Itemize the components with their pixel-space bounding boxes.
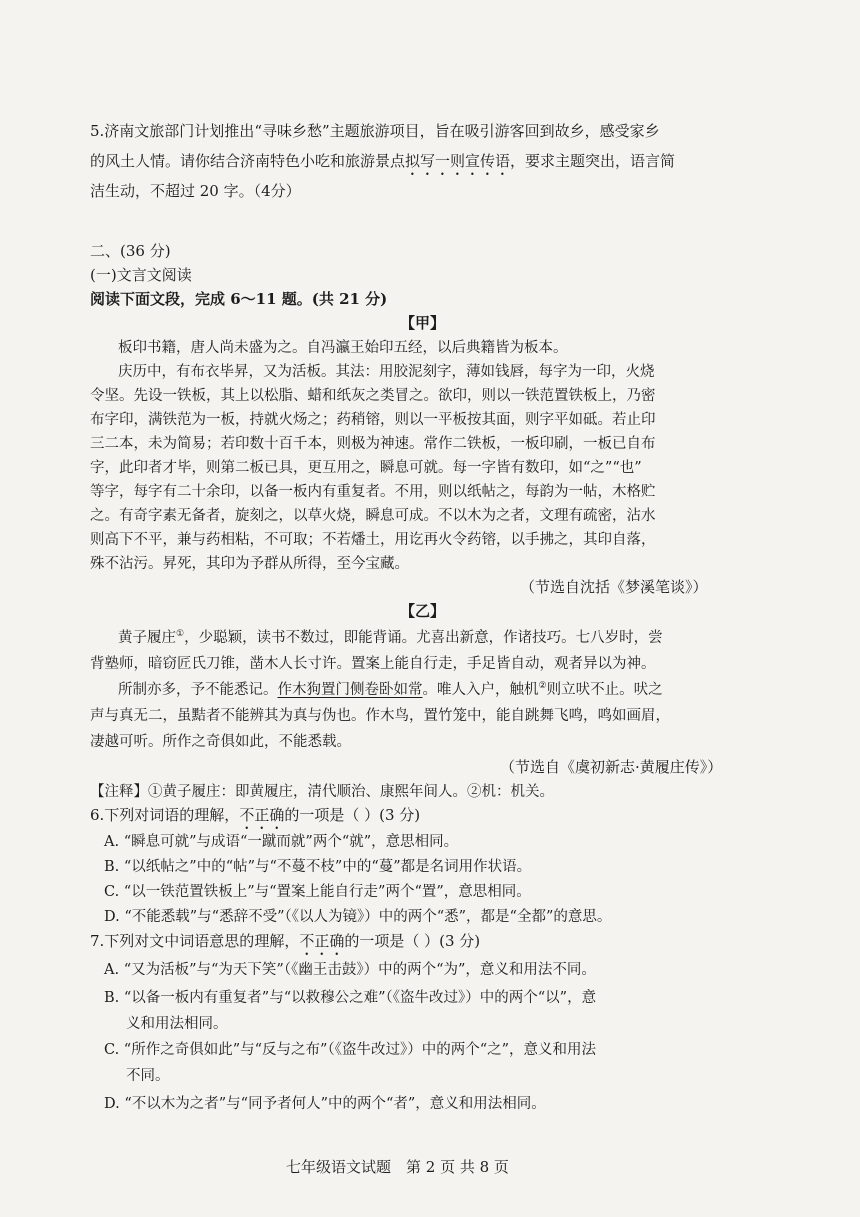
q7-option-a: A. “又为活板”与“为天下笑”（《幽王击鼓》）中的两个“为”，意义和用法不同。 xyxy=(104,962,596,978)
jia-line: 殊不沾污。昇死，其印为予群从所得，至今宝藏。 xyxy=(90,556,409,572)
q6-emphasis: 不正确 xyxy=(239,806,285,824)
page-footer: 七年级语文试题 第 2 页 共 8 页 xyxy=(286,1158,509,1176)
jia-line: 三二本，未为简易；若印数十百千本，则极为神速。常作二铁板，一板印刷，一板已自布 xyxy=(90,436,656,452)
yi-text: 黄子履庄 xyxy=(118,630,176,646)
q6-option-a: A. “瞬息可就”与成语“一蹴而就”两个“就”，意思相同。 xyxy=(104,834,459,850)
q7-option-c-cont: 不同。 xyxy=(126,1068,170,1084)
yi-text: ，少聪颖，读书不数过，即能背诵。尤喜出新意，作诸技巧。七八岁时，尝 xyxy=(184,630,663,646)
jia-line: 则高下不平，兼与药相粘，不可取；不若燔土，用讫再火令药镕，以手拂之，其印自落， xyxy=(90,532,656,548)
q7-stem-a: 7.下列对文中词语意思的理解， xyxy=(90,932,300,950)
jia-line: 板印书籍，唐人尚未盛为之。自冯瀛王始印五经，以后典籍皆为板本。 xyxy=(118,340,568,356)
q7-option-b: B. “以备一板内有重复者”与“以救穆公之难”（《盗牛改过》）中的两个“以”，意 xyxy=(104,990,597,1006)
underlined-sentence: 作木狗置门侧卷卧如常 xyxy=(277,682,423,698)
q5-line-1: 5.济南文旅部门计划推出“寻味乡愁”主题旅游项目，旨在吸引游客回到故乡，感受家乡 xyxy=(90,122,660,140)
yi-text: 则立吠不止。吠之 xyxy=(546,682,663,698)
passage-jia-title: 【甲】 xyxy=(400,314,446,332)
annotation-notes: 【注释】①黄子履庄：即黄履庄，清代顺治、康熙年间人。②机：机关。 xyxy=(90,784,554,800)
q7-stem-b: 的一项是（ ）(3 分) xyxy=(344,932,481,950)
jia-line: 令坚。先设一铁板，其上以松脂、蜡和纸灰之类冒之。欲印，则以一铁范置铁板上，乃密 xyxy=(90,388,656,404)
q6-option-d: D. “不能悉载”与“悉辞不受”（《以人为镜》）中的两个“悉”，都是“全都”的意思。 xyxy=(104,909,612,925)
jia-line: 之。有奇字素无备者，旋刻之，以草火烧，瞬息可成。不以木为之者，文理有疏密，沾水 xyxy=(90,508,656,524)
jia-line: 庆历中，有布衣毕昇，又为活板。其法：用胶泥刻字，薄如钱唇，每字为一印，火烧 xyxy=(118,364,655,380)
q7-option-d: D. “不以木为之者”与“同予者何人”中的两个“者”，意义和用法相同。 xyxy=(104,1096,546,1112)
jia-line: 字，此印者才毕，则第二板已具，更互用之，瞬息可就。每一字皆有数印，如“之”“也” xyxy=(90,460,642,476)
jia-line: 等字，每字有二十余印，以备一板内有重复者。不用，则以纸帖之，每韵为一帖，木格贮 xyxy=(90,484,656,500)
yi-line-3 xyxy=(118,678,663,699)
q7-stem xyxy=(90,930,480,959)
q6-stem xyxy=(90,804,420,833)
q6-stem-b: 的一项是（ ）(3 分) xyxy=(284,806,421,824)
q7-emphasis: 不正确 xyxy=(299,932,345,950)
q5-line-2-b: ，要求主题突出，语言简 xyxy=(510,152,676,170)
yi-text: 。唯人入户，触机 xyxy=(422,682,539,698)
passage-yi-title: 【乙】 xyxy=(400,602,446,620)
q5-line-2-a: 的风土人情。请你结合济南特色小吃和旅游景点 xyxy=(90,152,406,170)
yi-line-5: 凄越可听。所作之奇俱如此，不能悉载。 xyxy=(90,734,351,750)
section-instruction: 阅读下面文段，完成 6～11 题。(共 21 分) xyxy=(90,290,388,308)
q7-option-b-cont: 义和用法相同。 xyxy=(126,1016,228,1032)
note-mark-1: ① xyxy=(176,629,185,640)
q7-option-c: C. “所作之奇俱如此”与“反与之布”（《盗牛改过》）中的两个“之”，意义和用法 xyxy=(104,1042,597,1058)
q5-emphasis: 拟写一则宣传语 xyxy=(405,152,511,170)
q6-option-c: C. “以一铁范置铁板上”与“置案上能自行走”两个“置”，意思相同。 xyxy=(104,884,531,900)
yi-source: （节选自《虞初新志·黄履庄传》） xyxy=(500,758,723,776)
q6-stem-a: 6.下列对词语的理解， xyxy=(90,806,240,824)
q5-line-2 xyxy=(90,150,675,179)
yi-line-2: 背塾师，暗窃匠氏刀锥，凿木人长寸许。置案上能自行走，手足皆自动，观者异以为神。 xyxy=(90,656,656,672)
jia-source: （节选自沈括《梦溪笔谈》） xyxy=(520,578,708,596)
yi-line-1 xyxy=(118,626,663,647)
yi-line-4: 声与真无二，虽黠者不能辨其为真与伪也。作木鸟，置竹笼中，能自跳舞飞鸣，鸣如画眉， xyxy=(90,708,670,724)
q6-option-b: B. “以纸帖之”中的“帖”与“不蔓不枝”中的“蔓”都是名词用作状语。 xyxy=(104,859,532,875)
note-mark-2: ② xyxy=(538,681,547,692)
q5-line-3: 洁生动，不超过 20 字。（4分） xyxy=(90,182,301,200)
jia-line: 布字印，满铁范为一板，持就火炀之；药稍镕，则以一平板按其面，则字平如砥。若止印 xyxy=(90,412,656,428)
section-subheading: (一)文言文阅读 xyxy=(90,266,192,284)
yi-text: 所制亦多，予不能悉记。 xyxy=(118,682,278,698)
section-heading: 二、(36 分) xyxy=(90,242,171,260)
